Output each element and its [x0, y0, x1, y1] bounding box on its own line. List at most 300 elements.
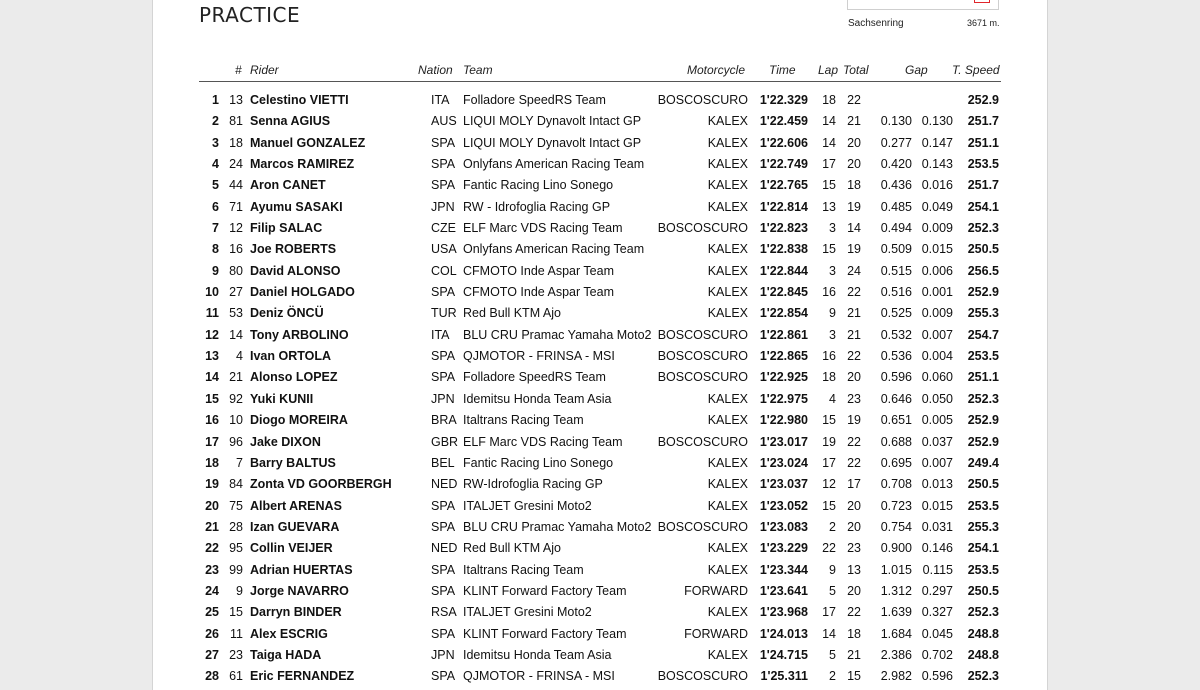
rider-number: 15: [229, 605, 243, 620]
lap-time: 1'22.823: [759, 221, 808, 236]
nation: CZE: [431, 221, 456, 236]
best-lap: 3: [829, 327, 836, 342]
nation: BRA: [431, 413, 457, 428]
nation: AUS: [431, 114, 457, 129]
total-laps: 14: [847, 221, 861, 236]
best-lap: 3: [829, 221, 836, 236]
best-lap: 9: [829, 306, 836, 321]
total-laps: 20: [847, 370, 861, 385]
rider-number: 75: [229, 498, 243, 513]
lap-time: 1'22.749: [759, 157, 808, 172]
gap-previous: 0.009: [921, 221, 953, 236]
lap-time: 1'22.838: [759, 242, 808, 257]
table-row: [153, 624, 1047, 645]
top-speed: 252.3: [967, 669, 999, 684]
motorcycle: KALEX: [707, 114, 748, 129]
table-row: [153, 560, 1047, 581]
table-row: [153, 218, 1047, 239]
best-lap: 16: [822, 285, 836, 300]
gap-previous: 0.007: [921, 455, 953, 470]
top-speed: 251.7: [967, 114, 999, 129]
gap-previous: 0.015: [921, 242, 953, 257]
nation: NED: [431, 541, 458, 556]
top-speed: 253.5: [967, 157, 999, 172]
track-name: Sachsenring: [848, 18, 904, 29]
position: 27: [205, 647, 219, 662]
total-laps: 19: [847, 199, 861, 214]
motorcycle: KALEX: [707, 477, 748, 492]
motorcycle: BOSCOSCURO: [657, 327, 748, 342]
motorcycle: FORWARD: [684, 626, 748, 641]
position: 28: [205, 669, 219, 684]
total-laps: 22: [847, 349, 861, 364]
position: 16: [205, 413, 219, 428]
rider-name: Ayumu SASAKI: [250, 199, 343, 214]
team-name: BLU CRU Pramac Yamaha Moto2: [463, 327, 652, 342]
col-gap-header: Gap: [905, 63, 928, 77]
top-speed: 250.5: [967, 477, 999, 492]
col-speed-header: T. Speed: [952, 63, 1000, 77]
track-layout-icon: [974, 0, 990, 3]
gap-previous: 0.007: [921, 327, 953, 342]
lap-time: 1'22.329: [759, 93, 808, 107]
rider-number: 13: [229, 93, 243, 107]
position: 3: [212, 135, 219, 150]
team-name: KLINT Forward Factory Team: [463, 583, 627, 598]
lap-time: 1'22.606: [759, 135, 808, 150]
motorcycle: KALEX: [707, 647, 748, 662]
lap-time: 1'22.814: [759, 199, 808, 214]
gap-first: 0.420: [880, 157, 912, 172]
rider-name: Collin VEIJER: [250, 541, 333, 556]
motorcycle: BOSCOSCURO: [657, 370, 748, 385]
motorcycle: KALEX: [707, 306, 748, 321]
rider-number: 71: [229, 199, 243, 214]
best-lap: 17: [822, 605, 836, 620]
gap-first: 0.515: [880, 263, 912, 278]
gap-first: 0.277: [880, 135, 912, 150]
gap-previous: 0.015: [921, 498, 953, 513]
position: 13: [205, 349, 219, 364]
best-lap: 15: [822, 242, 836, 257]
best-lap: 14: [822, 626, 836, 641]
nation: BEL: [431, 455, 455, 470]
best-lap: 3: [829, 263, 836, 278]
top-speed: 252.9: [967, 434, 999, 449]
table-row: [153, 517, 1047, 538]
nation: SPA: [431, 285, 456, 300]
best-lap: 14: [822, 135, 836, 150]
motorcycle: BOSCOSCURO: [657, 221, 748, 236]
gap-first: 0.651: [880, 413, 912, 428]
total-laps: 23: [847, 391, 861, 406]
gap-previous: 0.146: [921, 541, 953, 556]
rider-number: 18: [229, 135, 243, 150]
table-row: [153, 453, 1047, 474]
rider-number: 12: [229, 221, 243, 236]
top-speed: 248.8: [967, 626, 999, 641]
best-lap: 4: [829, 391, 836, 406]
rider-name: Marcos RAMIREZ: [250, 157, 355, 172]
rider-name: Albert ARENAS: [250, 498, 342, 513]
rider-name: Darryn BINDER: [250, 605, 342, 620]
rider-name: Alex ESCRIG: [250, 626, 328, 641]
table-row: [153, 325, 1047, 346]
nation: SPA: [431, 349, 456, 364]
motorcycle: KALEX: [707, 199, 748, 214]
position: 8: [212, 242, 219, 257]
gap-previous: 0.031: [921, 519, 953, 534]
col-time-header: Time: [769, 63, 796, 77]
rider-name: Jorge NAVARRO: [250, 583, 349, 598]
rider-number: 11: [230, 626, 243, 641]
rider-number: 96: [229, 434, 243, 449]
position: 24: [205, 583, 219, 598]
rider-name: Deniz ÖNCÜ: [250, 306, 324, 321]
top-speed: 252.3: [967, 605, 999, 620]
best-lap: 18: [822, 93, 836, 107]
motorcycle: KALEX: [707, 455, 748, 470]
rider-number: 61: [229, 669, 243, 684]
team-name: Fantic Racing Lino Sonego: [463, 178, 614, 193]
rider-number: 99: [229, 562, 243, 577]
gap-first: 1.312: [880, 583, 912, 598]
gap-first: 0.708: [880, 477, 912, 492]
top-speed: 249.4: [967, 455, 999, 470]
position: 15: [205, 391, 219, 406]
motorcycle: KALEX: [707, 605, 748, 620]
table-row: [153, 367, 1047, 388]
top-speed: 251.1: [967, 370, 999, 385]
lap-time: 1'22.975: [759, 391, 808, 406]
team-name: RW - Idrofoglia Racing GP: [463, 199, 611, 214]
nation: SPA: [431, 135, 456, 150]
best-lap: 18: [822, 370, 836, 385]
lap-time: 1'23.229: [759, 541, 808, 556]
top-speed: 253.5: [967, 562, 999, 577]
lap-time: 1'23.083: [759, 519, 808, 534]
table-row: [153, 602, 1047, 623]
gap-previous: 0.009: [921, 306, 953, 321]
table-row: [153, 410, 1047, 431]
nation: NED: [431, 477, 458, 492]
gap-first: 0.695: [880, 455, 912, 470]
nation: SPA: [431, 370, 456, 385]
gap-first: 0.130: [880, 114, 912, 129]
table-row: [153, 346, 1047, 367]
rider-number: 23: [229, 647, 243, 662]
results-page: [152, 0, 1048, 690]
motorcycle: KALEX: [707, 242, 748, 257]
table-row: [153, 154, 1047, 175]
nation: JPN: [431, 647, 455, 662]
table-row: [153, 111, 1047, 132]
position: 12: [205, 327, 219, 342]
rider-number: 92: [229, 391, 243, 406]
total-laps: 22: [847, 434, 861, 449]
top-speed: 254.1: [967, 199, 999, 214]
table-row: [153, 197, 1047, 218]
nation: SPA: [431, 669, 456, 684]
rider-number: 95: [229, 541, 243, 556]
lap-time: 1'23.024: [759, 455, 808, 470]
rider-number: 10: [229, 413, 243, 428]
best-lap: 2: [829, 669, 836, 684]
team-name: Folladore SpeedRS Team: [463, 93, 606, 107]
rider-name: Alonso LOPEZ: [250, 370, 338, 385]
lap-time: 1'23.037: [759, 477, 808, 492]
nation: JPN: [431, 199, 455, 214]
rider-number: 24: [229, 157, 243, 172]
motorcycle: BOSCOSCURO: [657, 434, 748, 449]
gap-previous: 0.702: [921, 647, 953, 662]
nation: GBR: [431, 434, 459, 449]
team-name: CFMOTO Inde Aspar Team: [463, 263, 614, 278]
best-lap: 12: [822, 477, 836, 492]
rider-name: Daniel HOLGADO: [250, 285, 355, 300]
position: 22: [205, 541, 219, 556]
position: 2: [212, 114, 219, 129]
col-team-header: Team: [463, 63, 493, 77]
total-laps: 17: [847, 477, 861, 492]
table-row: [153, 581, 1047, 602]
total-laps: 19: [847, 242, 861, 257]
results-table: [153, 90, 1047, 688]
gap-previous: 0.147: [921, 135, 953, 150]
track-length: 3671 m.: [967, 18, 1000, 28]
total-laps: 20: [847, 519, 861, 534]
motorcycle: BOSCOSCURO: [657, 93, 748, 107]
nation: SPA: [431, 178, 456, 193]
top-speed: 254.1: [967, 541, 999, 556]
total-laps: 13: [847, 562, 861, 577]
best-lap: 2: [829, 519, 836, 534]
team-name: Red Bull KTM Ajo: [463, 306, 561, 321]
top-speed: 253.5: [967, 349, 999, 364]
col-rider-header: Rider: [250, 63, 279, 77]
team-name: Folladore SpeedRS Team: [463, 370, 606, 385]
rider-name: Zonta VD GOORBERGH: [250, 477, 392, 492]
gap-first: 0.646: [880, 391, 912, 406]
best-lap: 15: [822, 498, 836, 513]
top-speed: 254.7: [967, 327, 999, 342]
rider-number: 9: [236, 583, 243, 598]
table-row: [153, 432, 1047, 453]
gap-previous: 0.006: [921, 263, 953, 278]
position: 5: [212, 178, 219, 193]
best-lap: 22: [822, 541, 836, 556]
team-name: ITALJET Gresini Moto2: [463, 498, 592, 513]
gap-first: 0.436: [880, 178, 912, 193]
motorcycle: KALEX: [707, 498, 748, 513]
rider-number: 16: [229, 242, 243, 257]
rider-name: Joe ROBERTS: [250, 242, 337, 257]
top-speed: 252.3: [967, 221, 999, 236]
top-speed: 251.1: [967, 135, 999, 150]
track-map-thumbnail: [847, 0, 999, 10]
gap-first: 0.536: [880, 349, 912, 364]
total-laps: 22: [847, 605, 861, 620]
motorcycle: KALEX: [707, 178, 748, 193]
best-lap: 5: [829, 583, 836, 598]
best-lap: 17: [822, 157, 836, 172]
team-name: Fantic Racing Lino Sonego: [463, 455, 614, 470]
top-speed: 250.5: [967, 583, 999, 598]
gap-previous: 0.013: [921, 477, 953, 492]
nation: SPA: [431, 562, 456, 577]
motorcycle: KALEX: [707, 157, 748, 172]
position: 6: [212, 199, 219, 214]
nation: SPA: [431, 157, 456, 172]
table-row: [153, 496, 1047, 517]
team-name: ELF Marc VDS Racing Team: [463, 221, 623, 236]
lap-time: 1'23.968: [759, 605, 808, 620]
table-row: [153, 282, 1047, 303]
team-name: Idemitsu Honda Team Asia: [463, 391, 612, 406]
total-laps: 15: [847, 669, 861, 684]
gap-first: 0.900: [880, 541, 912, 556]
gap-first: 2.982: [880, 669, 912, 684]
total-laps: 20: [847, 157, 861, 172]
nation: JPN: [431, 391, 455, 406]
total-laps: 19: [847, 413, 861, 428]
motorcycle: KALEX: [707, 285, 748, 300]
team-name: KLINT Forward Factory Team: [463, 626, 627, 641]
gap-previous: 0.004: [921, 349, 953, 364]
total-laps: 21: [847, 306, 861, 321]
lap-time: 1'22.845: [759, 285, 808, 300]
lap-time: 1'22.765: [759, 178, 808, 193]
motorcycle: BOSCOSCURO: [657, 519, 748, 534]
best-lap: 17: [822, 455, 836, 470]
rider-name: Aron CANET: [250, 178, 326, 193]
top-speed: 253.5: [967, 498, 999, 513]
col-total-header: Total: [843, 63, 869, 77]
motorcycle: FORWARD: [684, 583, 748, 598]
position: 21: [205, 519, 219, 534]
nation: SPA: [431, 519, 456, 534]
rider-number: 28: [229, 519, 243, 534]
nation: COL: [431, 263, 457, 278]
gap-first: 0.754: [880, 519, 912, 534]
best-lap: 15: [822, 413, 836, 428]
team-name: Onlyfans American Racing Team: [463, 242, 645, 257]
position: 9: [212, 263, 219, 278]
gap-first: 0.596: [880, 370, 912, 385]
position: 20: [205, 498, 219, 513]
gap-previous: 0.327: [921, 605, 953, 620]
gap-first: 0.485: [880, 199, 912, 214]
gap-first: 0.688: [880, 434, 912, 449]
lap-time: 1'22.459: [759, 114, 808, 129]
lap-time: 1'22.980: [759, 413, 808, 428]
lap-time: 1'22.865: [759, 349, 808, 364]
rider-name: Diogo MOREIRA: [250, 413, 348, 428]
motorcycle: KALEX: [707, 562, 748, 577]
team-name: QJMOTOR - FRINSA - MSI: [463, 669, 615, 684]
lap-time: 1'23.344: [759, 562, 808, 577]
nation: TUR: [431, 306, 457, 321]
rider-name: David ALONSO: [250, 263, 341, 278]
table-row: [153, 261, 1047, 282]
rider-name: Taiga HADA: [250, 647, 322, 662]
team-name: LIQUI MOLY Dynavolt Intact GP: [463, 135, 642, 150]
rider-number: 80: [229, 263, 243, 278]
position: 26: [205, 626, 219, 641]
rider-name: Yuki KUNII: [250, 391, 314, 406]
motorcycle: KALEX: [707, 413, 748, 428]
total-laps: 21: [847, 327, 861, 342]
rider-name: Manuel GONZALEZ: [250, 135, 366, 150]
team-name: QJMOTOR - FRINSA - MSI: [463, 349, 615, 364]
team-name: CFMOTO Inde Aspar Team: [463, 285, 614, 300]
nation: USA: [431, 242, 457, 257]
position: 23: [205, 562, 219, 577]
motorcycle: BOSCOSCURO: [657, 669, 748, 684]
lap-time: 1'22.861: [759, 327, 808, 342]
gap-previous: 0.596: [921, 669, 953, 684]
position: 17: [205, 434, 219, 449]
table-row: [153, 389, 1047, 410]
gap-first: 2.386: [880, 647, 912, 662]
best-lap: 5: [829, 647, 836, 662]
team-name: ELF Marc VDS Racing Team: [463, 434, 623, 449]
rider-name: Senna AGIUS: [250, 114, 331, 129]
gap-previous: 0.045: [921, 626, 953, 641]
total-laps: 20: [847, 498, 861, 513]
rider-number: 7: [236, 455, 243, 470]
col-num-header: #: [235, 63, 242, 77]
lap-time: 1'22.925: [759, 370, 808, 385]
rider-number: 27: [229, 285, 243, 300]
gap-previous: 0.005: [921, 413, 953, 428]
top-speed: 255.3: [967, 306, 999, 321]
gap-previous: 0.001: [921, 285, 953, 300]
gap-previous: 0.037: [921, 434, 953, 449]
gap-first: 1.639: [880, 605, 912, 620]
nation: SPA: [431, 583, 456, 598]
best-lap: 19: [822, 434, 836, 449]
total-laps: 21: [847, 647, 861, 662]
page-title: PRACTICE: [199, 3, 301, 27]
rider-number: 81: [229, 114, 243, 129]
lap-time: 1'24.013: [759, 626, 808, 641]
team-name: Italtrans Racing Team: [463, 562, 584, 577]
table-row: [153, 133, 1047, 154]
position: 11: [205, 306, 219, 321]
team-name: Italtrans Racing Team: [463, 413, 584, 428]
best-lap: 13: [822, 199, 836, 214]
top-speed: 252.9: [967, 93, 999, 107]
table-row: [153, 239, 1047, 260]
team-name: BLU CRU Pramac Yamaha Moto2: [463, 519, 652, 534]
position: 19: [205, 477, 219, 492]
total-laps: 21: [847, 114, 861, 129]
gap-previous: 0.049: [921, 199, 953, 214]
rider-name: Filip SALAC: [250, 221, 323, 236]
rider-name: Barry BALTUS: [250, 455, 336, 470]
position: 1: [212, 93, 219, 107]
top-speed: 251.7: [967, 178, 999, 193]
rider-name: Izan GUEVARA: [250, 519, 340, 534]
lap-time: 1'23.052: [759, 498, 808, 513]
gap-first: 1.684: [880, 626, 912, 641]
gap-previous: 0.143: [921, 157, 953, 172]
table-row: [153, 303, 1047, 324]
motorcycle: KALEX: [707, 263, 748, 278]
header-divider: [199, 81, 1001, 82]
lap-time: 1'24.715: [759, 647, 808, 662]
